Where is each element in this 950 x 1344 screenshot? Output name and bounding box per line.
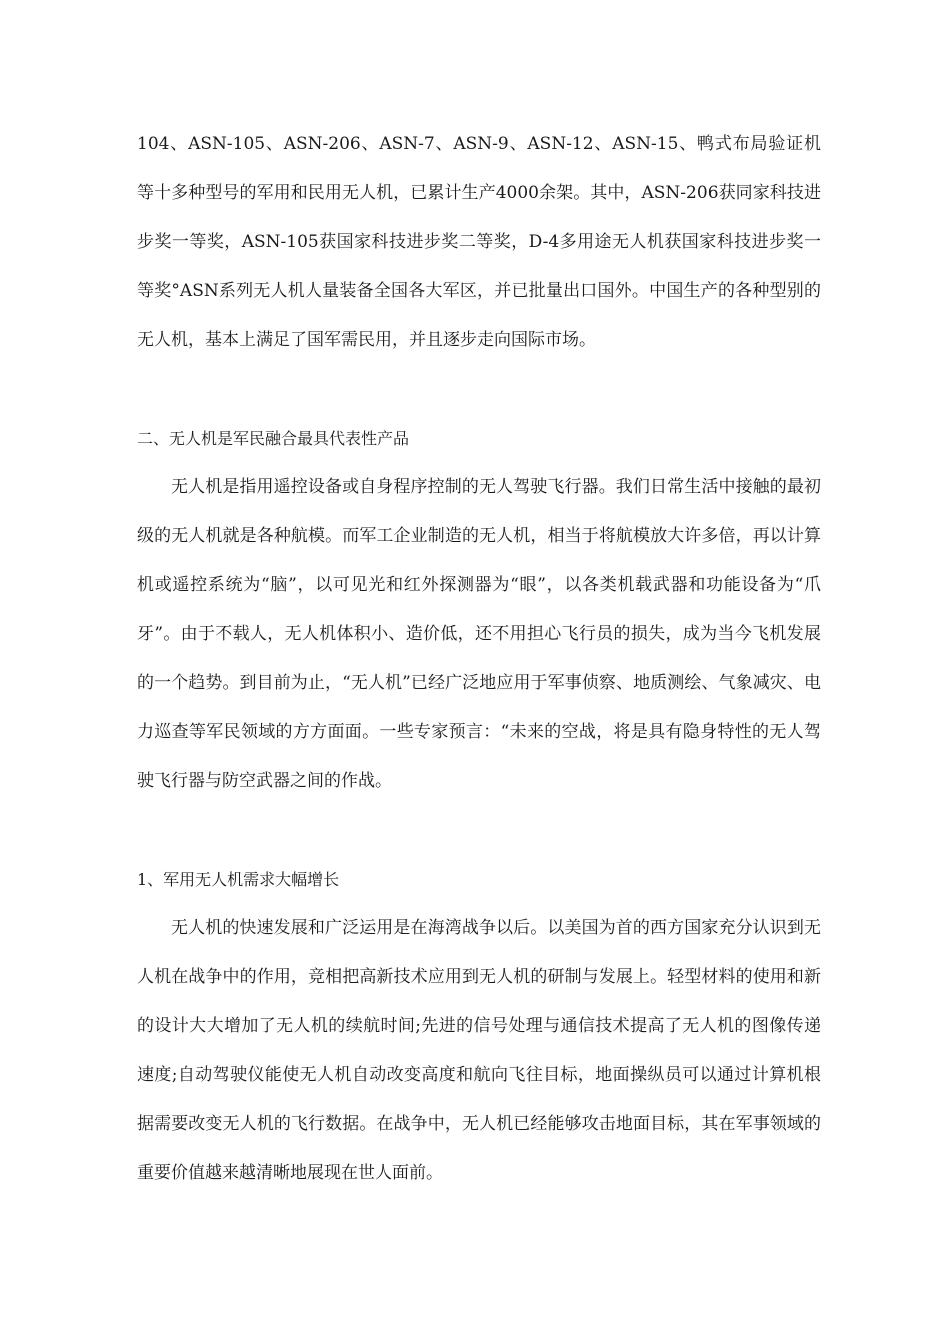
subsection-heading-military-demand: 1、军用无人机需求大幅增长: [137, 870, 340, 889]
paragraph-gap: [137, 806, 821, 855]
section-heading-military-civil: 二、无人机是军民融合最具代表性产品: [137, 429, 410, 448]
paragraph-asn-series: 104、ASN-105、ASN-206、ASN-7、ASN-9、ASN-12、ASN-15、鸭式布局验证机等十多种型号的军用和民用无人机，已累计生产4000余架。其中，ASN-206获同家科技进步奖一等奖，ASN-105获国家科技进步奖二等奖，D-4多用途无人机获国家科技进步奖一等奖°ASN系列无人机人量装备全国各大军区，并已批量出口国外。中国生产的各种型别的无人机，基本上满足了国军需民用，并且逐步走向国际市场。: [137, 134, 821, 350]
paragraph-uav-definition: 无人机是指用遥控设备或自身程序控制的无人驾驶飞行器。我们日常生活中接触的最初级的无人机就是各种航模。而军工企业制造的无人机，相当于将航模放大许多倍，再以计算机或遥控系统为“脑”，以可见光和红外探测器为“眼”，以各类机载武器和功能设备为“爪牙”。由于不载人，无人机体积小、造价低，还不用担心飞行员的损失，成为当今飞机发展的一个趋势。到目前为止，“无人机”已经广泛地应用于军事侦察、地质测绘、气象减灾、电力巡查等军民领域的方方面面。一些专家预言：“未来的空战，将是具有隐身特性的无人驾驶飞行器与防空武器之间的作战。: [137, 477, 821, 791]
paragraph-gap: [137, 365, 821, 414]
paragraph-gulf-war: 无人机的快速发展和广泛运用是在海湾战争以后。以美国为首的西方国家充分认识到无人机在战争中的作用，竞相把高新技术应用到无人机的研制与发展上。轻型材料的使用和新的设计大大增加了无人机的续航时间;先进的信号处理与通信技术提高了无人机的图像传递速度;自动驾驶仪能使无人机自动改变高度和航向飞往目标，地面操纵员可以通过计算机根据需要改变无人机的飞行数据。在战争中，无人机已经能够攻击地面目标，其在军事领域的重要价值越来越清晰地展现在世人面前。: [137, 918, 821, 1183]
document-page: [137, 120, 821, 1198]
